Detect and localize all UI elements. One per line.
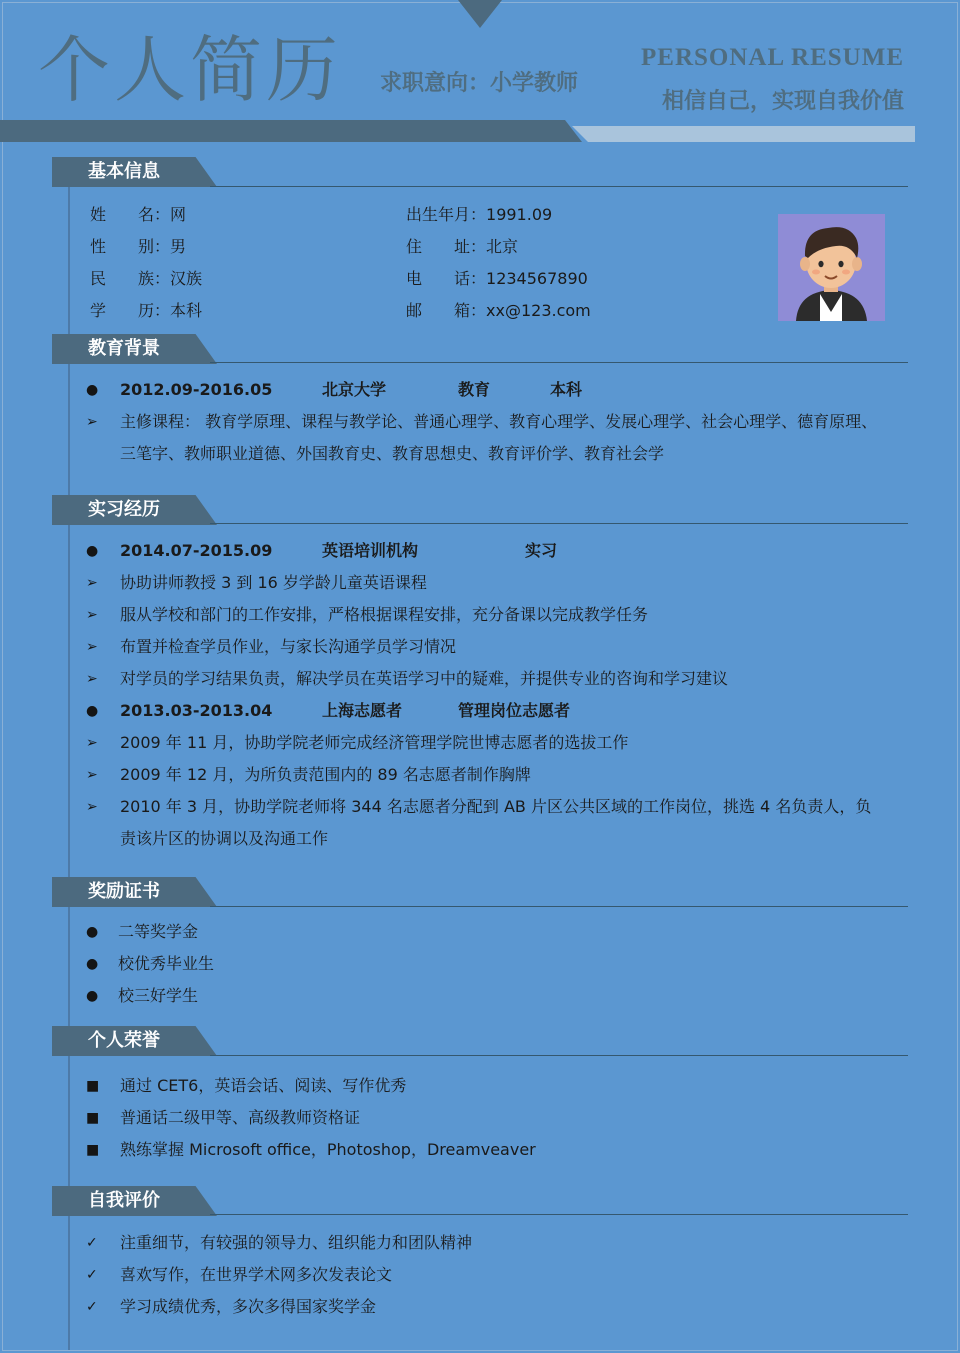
- edu-courses-line2: 三笔字、教师职业道德、外国教育史、教育思想史、教育评价学、教育社会学: [120, 444, 665, 463]
- job-intent-value: 小学教师: [490, 71, 579, 96]
- job2-item: 2009 年 11 月，协助学院老师完成经济管理学院世博志愿者的选拔工作: [120, 733, 629, 752]
- job1-role: 实习: [525, 541, 558, 560]
- edu-major: 教育: [458, 380, 491, 399]
- job1-org: 英语培训机构: [322, 541, 419, 560]
- award-item: 二等奖学金: [118, 922, 199, 941]
- info-name: 姓 名：网: [90, 205, 187, 224]
- square-bullet: ■: [86, 1110, 100, 1126]
- job-intent: [380, 66, 578, 97]
- info-ethnicity: 民 族：汉族: [90, 269, 203, 288]
- arrow-bullet: ➢: [86, 767, 98, 783]
- job2-item: 2009 年 12 月，为所负责范围内的 89 名志愿者制作胸牌: [120, 765, 531, 784]
- job2-item-continued: 责该片区的协调以及沟通工作: [120, 829, 329, 848]
- arrow-bullet: ➢: [86, 735, 98, 751]
- avatar-illustration: [778, 214, 885, 321]
- motto: 相信自己，实现自我价值: [661, 89, 904, 114]
- dot-bullet: ●: [86, 543, 99, 559]
- self-eval-item: 喜欢写作，在世界学术网多次发表论文: [120, 1265, 393, 1284]
- job1-item: 对学员的学习结果负责，解决学员在英语学习中的疑难，并提供专业的咨询和学习建议: [120, 669, 729, 688]
- edu-period: 2012.09-2016.05: [120, 380, 273, 399]
- dot-bullet: ●: [86, 988, 99, 1004]
- job1-item: 协助讲师教授 3 到 16 岁学龄儿童英语课程: [120, 573, 427, 592]
- arrow-bullet: ➢: [86, 607, 98, 623]
- dot-bullet: ●: [86, 956, 99, 972]
- info-address: 住 址：北京: [406, 237, 519, 256]
- section-title-self-eval: 自我评价: [88, 1190, 160, 1211]
- edu-courses-line1: 主修课程： 教育学原理、课程与教学论、普通心理学、教育心理学、发展心理学、社会心理学、德育原理、: [120, 412, 878, 431]
- job-intent-label: 求职意向：: [380, 71, 491, 96]
- honor-item: 普通话二级甲等、高级教师资格证: [120, 1108, 361, 1127]
- square-bullet: ■: [86, 1078, 100, 1094]
- arrow-bullet: ➢: [86, 671, 98, 687]
- job2-org: 上海志愿者: [322, 701, 403, 720]
- top-notch-decoration: [458, 0, 502, 28]
- self-eval-item: 学习成绩优秀，多次多得国家奖学金: [120, 1297, 377, 1316]
- section-rule-awards: [210, 906, 908, 907]
- check-icon: ✓: [86, 1235, 98, 1251]
- section-title-education: 教育背景: [88, 338, 160, 359]
- award-item: 校优秀毕业生: [118, 954, 215, 973]
- square-bullet: ■: [86, 1142, 100, 1158]
- job1-item: 服从学校和部门的工作安排，严格根据课程安排，充分备课以完成教学任务: [120, 605, 649, 624]
- arrow-bullet: ➢: [86, 639, 98, 655]
- section-title-awards: 奖励证书: [88, 881, 160, 902]
- english-title: PERSONAL RESUME: [641, 44, 904, 71]
- honor-item: 熟练掌握 Microsoft office，Photoshop，Dreamveaver: [120, 1140, 536, 1159]
- arrow-bullet: ➢: [86, 414, 98, 430]
- section-rule-basic: [210, 186, 908, 187]
- info-phone: 电 话：1234567890: [406, 269, 588, 288]
- avatar: [778, 214, 885, 321]
- job1-period: 2014.07-2015.09: [120, 541, 273, 560]
- job2-role: 管理岗位志愿者: [458, 701, 571, 720]
- section-rule-education: [210, 362, 908, 363]
- award-item: 校三好学生: [118, 986, 199, 1005]
- arrow-bullet: ➢: [86, 575, 98, 591]
- job2-item: 2010 年 3 月，协助学院老师将 344 名志愿者分配到 AB 片区公共区域的工作岗位，挑选 4 名负责人，负: [120, 797, 872, 816]
- dot-bullet: ●: [86, 924, 99, 940]
- section-title-internship: 实习经历: [88, 499, 160, 520]
- section-title-basic: 基本信息: [88, 161, 160, 182]
- header-band-light: [572, 126, 915, 142]
- edu-school: 北京大学: [322, 380, 387, 399]
- page-title: 个人简历: [38, 28, 343, 112]
- section-rule-self-eval: [210, 1214, 908, 1215]
- info-education: 学 历：本科: [90, 301, 203, 320]
- section-rule-internship: [210, 523, 908, 524]
- self-eval-item: 注重细节，有较强的领导力、组织能力和团队精神: [120, 1233, 473, 1252]
- edu-degree: 本科: [550, 380, 583, 399]
- info-gender: 性 别：男: [90, 237, 187, 256]
- section-title-honors: 个人荣誉: [88, 1030, 160, 1051]
- check-icon: ✓: [86, 1267, 98, 1283]
- arrow-bullet: ➢: [86, 799, 98, 815]
- job2-period: 2013.03-2013.04: [120, 701, 273, 720]
- job1-item: 布置并检查学员作业，与家长沟通学员学习情况: [120, 637, 457, 656]
- info-birth: 出生年月：1991.09: [406, 205, 553, 224]
- info-email: 邮 箱：xx@123.com: [406, 301, 591, 320]
- dot-bullet: ●: [86, 382, 99, 398]
- dot-bullet: ●: [86, 703, 99, 719]
- honor-item: 通过 CET6，英语会话、阅读、写作优秀: [120, 1076, 407, 1095]
- check-icon: ✓: [86, 1299, 98, 1315]
- header-band-dark: [0, 120, 582, 142]
- section-rule-honors: [210, 1055, 908, 1056]
